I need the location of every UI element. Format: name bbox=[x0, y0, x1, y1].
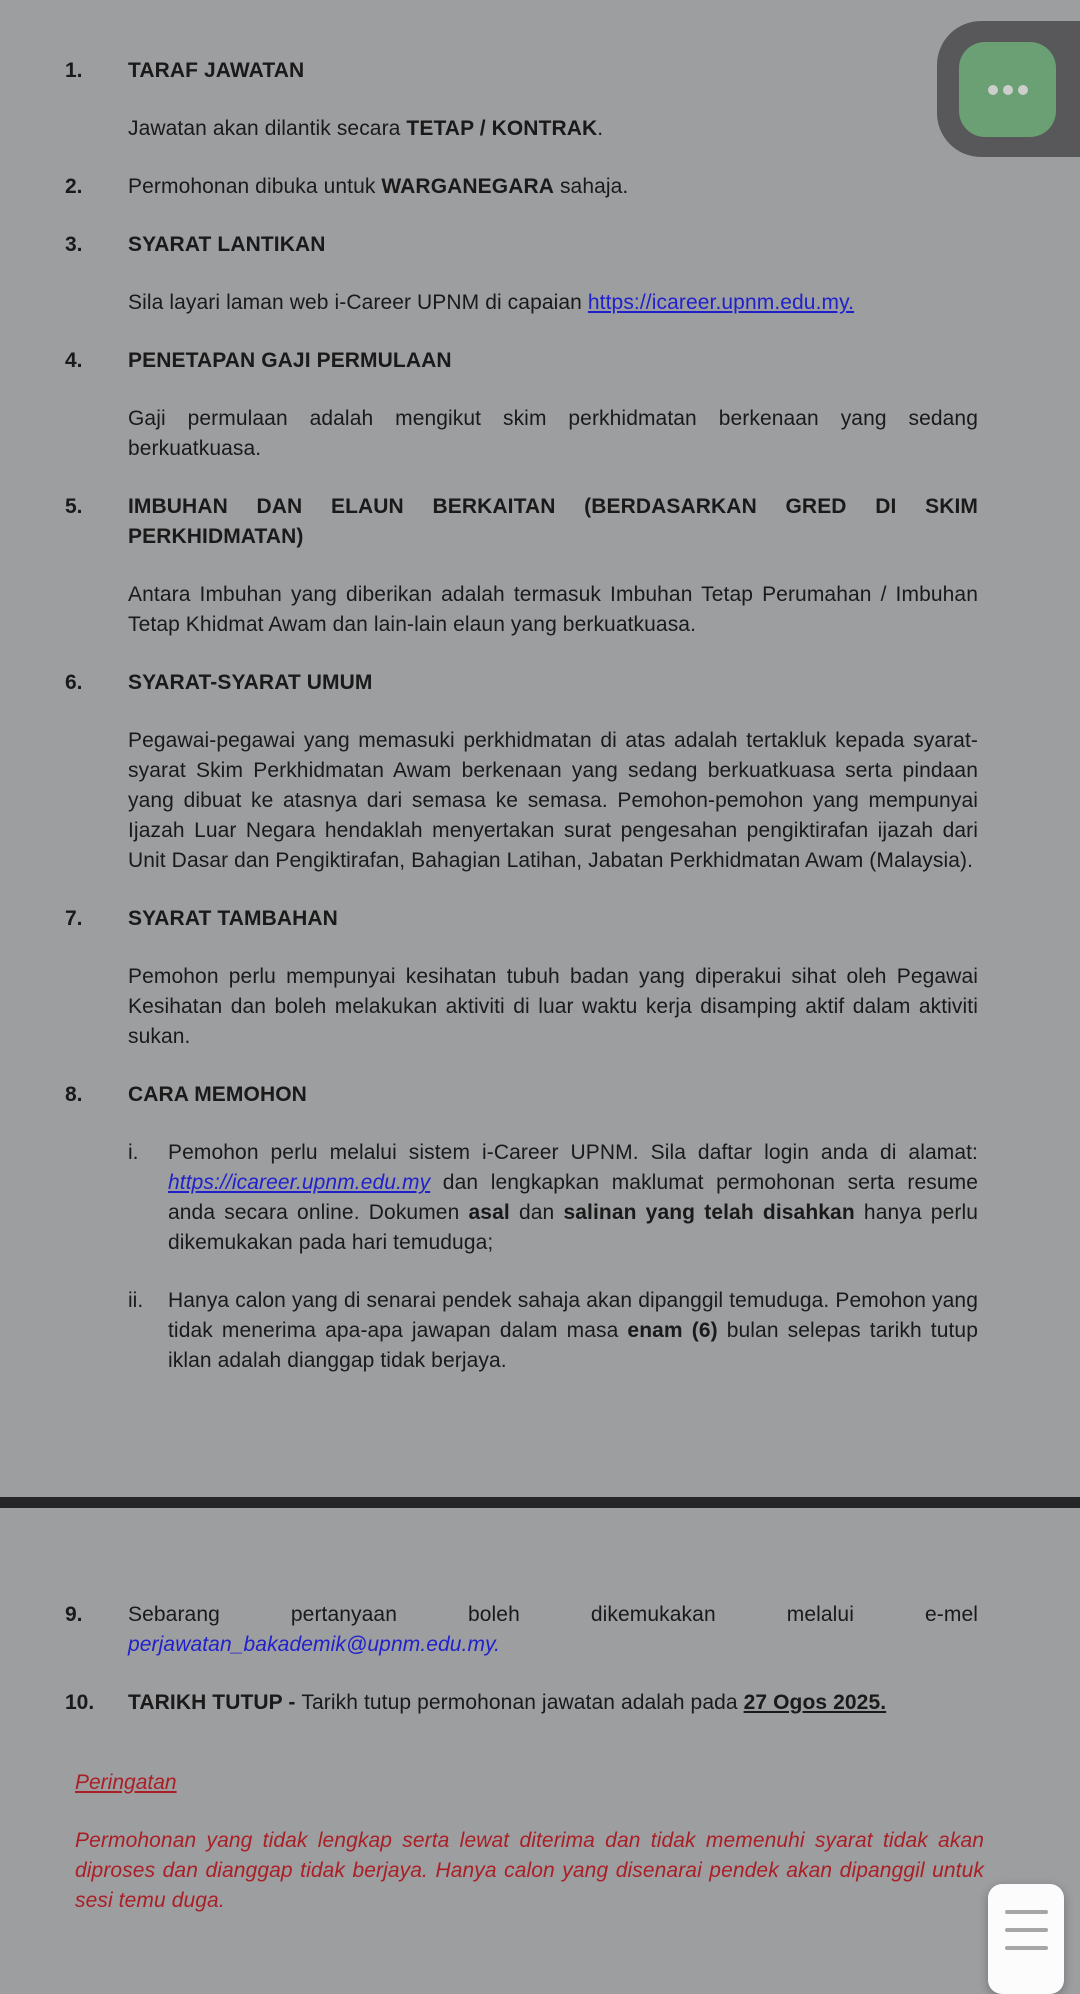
warning-section bbox=[75, 1768, 984, 1916]
text-run: SYARAT LANTIKAN bbox=[128, 233, 326, 256]
text-run: Pegawai-pegawai yang memasuki perkhidmatan di atas adalah tertakluk kepada syarat-syarat Skim Perkhidmatan Awam berkenaan yang sedang berkuatkuasa serta pindaan yang dibuat ke atasnya dari semasa ke semasa. Pemohon-pemohon yang mempunyai Ijazah Luar Negara hendaklah menyertakan surat pengesahan pengiktirafan ijazah dari Unit Dasar dan Pengiktirafan, Bahagian Latihan, Jabatan Perkhidmatan Awam (Malaysia). bbox=[128, 729, 978, 872]
text-run: TARIKH TUTUP - bbox=[128, 1691, 302, 1714]
text-run: TARAF JAWATAN bbox=[128, 59, 305, 82]
text-run: IMBUHAN DAN ELAUN BERKAITAN (BERDASARKAN GRED DI SKIM PERKHIDMATAN) bbox=[128, 495, 978, 548]
dot bbox=[1003, 85, 1013, 95]
warning-paragraph: Permohonan yang tidak lengkap serta lewat diterima dan tidak memenuhi syarat tidak akan diproses dan dianggap tidak berjaya. Hanya calon yang disenarai pendek akan dipanggil untuk sesi temu duga. bbox=[75, 1829, 984, 1912]
item-number: 2. bbox=[65, 175, 83, 198]
item-heading bbox=[128, 904, 978, 934]
text-run: enam (6) bbox=[627, 1319, 718, 1342]
hyperlink[interactable]: https://icareer.upnm.edu.my. bbox=[587, 291, 855, 314]
text-run: 27 Ogos 2025. bbox=[743, 1691, 887, 1714]
dot bbox=[988, 85, 998, 95]
text-run: Pemohon perlu melalui sistem i-Career UPNM. Sila daftar login anda di alamat: bbox=[168, 1141, 978, 1164]
document-page-1 bbox=[65, 56, 978, 1404]
item-paragraph bbox=[128, 726, 978, 876]
item-heading bbox=[128, 56, 978, 86]
item-number: 1. bbox=[65, 59, 83, 82]
numbered-item bbox=[65, 904, 978, 1080]
text-run: Jawatan akan dilantik secara bbox=[128, 117, 407, 140]
text-run: dan bbox=[509, 1201, 564, 1224]
item-paragraph bbox=[128, 1630, 978, 1660]
text-run: PENETAPAN GAJI PERMULAAN bbox=[128, 349, 452, 372]
list-lines-icon bbox=[1005, 1946, 1048, 1950]
item-number: 7. bbox=[65, 907, 83, 930]
text-run: sahaja. bbox=[554, 175, 629, 198]
item-paragraph bbox=[128, 962, 978, 1052]
text-run: asal bbox=[468, 1201, 510, 1224]
text-run: dan lengkapkan maklumat permohonan serta resume anda secara online. Dokumen bbox=[168, 1171, 978, 1224]
item-paragraph bbox=[128, 580, 978, 640]
text-run: Gaji permulaan adalah mengikut skim perkhidmatan berkenaan yang sedang berkuatkuasa. bbox=[128, 407, 978, 460]
item-heading bbox=[128, 492, 978, 552]
numbered-item bbox=[65, 56, 978, 172]
list-lines-icon bbox=[1005, 1928, 1048, 1932]
item-paragraph bbox=[168, 1286, 978, 1376]
item-paragraph bbox=[128, 172, 978, 202]
numbered-item bbox=[65, 1688, 978, 1746]
item-paragraph bbox=[128, 114, 978, 144]
item-number: 3. bbox=[65, 233, 83, 256]
numbered-item bbox=[65, 492, 978, 668]
numbered-item bbox=[65, 346, 978, 492]
numbered-item bbox=[65, 668, 978, 904]
hyperlink[interactable]: https://icareer.upnm.edu.my bbox=[168, 1171, 431, 1194]
numbered-item bbox=[65, 172, 978, 230]
page-overview-button[interactable] bbox=[988, 1884, 1064, 1994]
item-number: 8. bbox=[65, 1083, 83, 1106]
item-number: 4. bbox=[65, 349, 83, 372]
text-run: hanya perlu dikemukakan pada hari temuduga; bbox=[168, 1201, 978, 1254]
item-paragraph bbox=[128, 1600, 978, 1630]
item-number: 5. bbox=[65, 495, 83, 518]
item-number: ii. bbox=[128, 1289, 144, 1312]
warning-title: Peringatan bbox=[75, 1771, 177, 1794]
numbered-item bbox=[65, 1080, 978, 1404]
item-number: 6. bbox=[65, 671, 83, 694]
item-heading bbox=[128, 1080, 978, 1110]
item-paragraph bbox=[168, 1138, 978, 1258]
text-run: Hanya calon yang di senarai pendek sahaja akan dipanggil temuduga. Pemohon yang tidak menerima apa-apa jawapan dalam masa bbox=[168, 1289, 978, 1342]
lettered-subitem bbox=[128, 1286, 978, 1404]
item-heading bbox=[128, 668, 978, 698]
text-run: WARGANEGARA bbox=[381, 175, 555, 198]
list-lines-icon bbox=[1005, 1910, 1048, 1914]
dot bbox=[1018, 85, 1028, 95]
lettered-subitem bbox=[128, 1138, 978, 1286]
text-run: bulan selepas tarikh tutup iklan adalah dianggap tidak berjaya. bbox=[168, 1319, 978, 1372]
numbered-item bbox=[65, 230, 978, 346]
text-run: SYARAT TAMBAHAN bbox=[128, 907, 338, 930]
hyperlink[interactable]: perjawatan_bakademik@upnm.edu.my. bbox=[128, 1633, 501, 1656]
item-paragraph bbox=[128, 288, 978, 318]
text-run: CARA MEMOHON bbox=[128, 1083, 307, 1106]
text-run: salinan yang telah disahkan bbox=[563, 1201, 855, 1224]
item-paragraph bbox=[128, 1688, 978, 1718]
ellipsis-icon bbox=[988, 85, 1028, 95]
text-run: Pemohon perlu mempunyai kesihatan tubuh badan yang diperakui sihat oleh Pegawai Kesihatan dan boleh melakukan aktiviti di luar waktu kerja disamping aktif dalam aktiviti sukan. bbox=[128, 965, 978, 1048]
document-page-2 bbox=[65, 1600, 978, 1746]
floating-toolbar bbox=[937, 21, 1080, 157]
item-number: 10. bbox=[65, 1691, 95, 1714]
text-run: . bbox=[597, 117, 604, 140]
text-run: TETAP / KONTRAK bbox=[406, 117, 598, 140]
text-run: Sebarang pertanyaan boleh dikemukakan melalui e-mel bbox=[128, 1603, 978, 1626]
item-number: 9. bbox=[65, 1603, 83, 1626]
item-paragraph bbox=[128, 404, 978, 464]
item-number: i. bbox=[128, 1141, 139, 1164]
text-run: Sila layari laman web i-Career UPNM di capaian bbox=[128, 291, 588, 314]
text-run: Permohonan dibuka untuk bbox=[128, 175, 382, 198]
more-options-button[interactable] bbox=[959, 42, 1056, 137]
item-heading bbox=[128, 230, 978, 260]
text-run: Tarikh tutup permohonan jawatan adalah pada bbox=[301, 1691, 744, 1714]
item-heading bbox=[128, 346, 978, 376]
page-divider bbox=[0, 1497, 1080, 1508]
text-run: Antara Imbuhan yang diberikan adalah termasuk Imbuhan Tetap Perumahan / Imbuhan Tetap Khidmat Awam dan lain-lain elaun yang berkuatkuasa. bbox=[128, 583, 978, 636]
numbered-item bbox=[65, 1600, 978, 1688]
text-run: SYARAT-SYARAT UMUM bbox=[128, 671, 373, 694]
